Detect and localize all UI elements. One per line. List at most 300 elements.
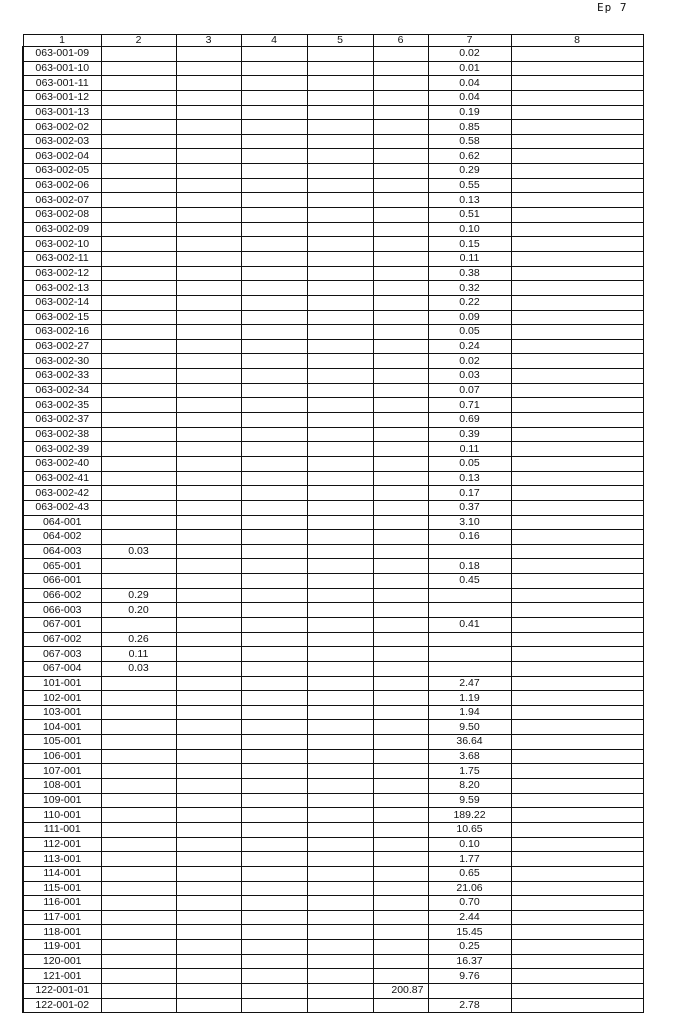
value-cell [241, 969, 307, 984]
value-cell [307, 76, 373, 91]
row-id-cell: 063-002-16 [23, 325, 101, 340]
value-cell [241, 76, 307, 91]
value-cell [373, 661, 428, 676]
value-cell: 15.45 [428, 925, 511, 940]
table-row [23, 354, 643, 369]
value-cell [307, 354, 373, 369]
value-cell: 1.94 [428, 705, 511, 720]
table-row [23, 749, 643, 764]
value-cell [511, 530, 643, 545]
value-cell: 0.39 [428, 427, 511, 442]
column-header: 4 [241, 35, 307, 47]
value-cell [307, 47, 373, 62]
value-cell: 10.65 [428, 822, 511, 837]
table-row [23, 237, 643, 252]
value-cell [176, 486, 241, 501]
value-cell [101, 486, 176, 501]
value-cell: 0.16 [428, 530, 511, 545]
value-cell [307, 500, 373, 515]
value-cell [511, 793, 643, 808]
table-row [23, 969, 643, 984]
value-cell [241, 427, 307, 442]
value-cell [241, 544, 307, 559]
row-id-cell: 063-002-42 [23, 486, 101, 501]
value-cell [101, 105, 176, 120]
row-id-cell: 111-001 [23, 822, 101, 837]
table-row [23, 896, 643, 911]
value-cell [241, 339, 307, 354]
value-cell [176, 837, 241, 852]
table-row [23, 691, 643, 706]
value-cell: 0.22 [428, 295, 511, 310]
value-cell [511, 764, 643, 779]
value-cell [241, 251, 307, 266]
value-cell [373, 749, 428, 764]
value-cell [307, 120, 373, 135]
value-cell [101, 676, 176, 691]
value-cell [176, 237, 241, 252]
value-cell [307, 574, 373, 589]
value-cell [307, 208, 373, 223]
value-cell [307, 735, 373, 750]
value-cell [373, 427, 428, 442]
value-cell [511, 413, 643, 428]
row-id-cell: 102-001 [23, 691, 101, 706]
value-cell [101, 940, 176, 955]
value-cell [101, 47, 176, 62]
value-cell [101, 310, 176, 325]
value-cell [101, 237, 176, 252]
row-id-cell: 063-002-37 [23, 413, 101, 428]
value-cell [428, 661, 511, 676]
row-id-cell: 067-004 [23, 661, 101, 676]
value-cell [101, 808, 176, 823]
value-cell [373, 134, 428, 149]
value-cell [307, 749, 373, 764]
row-id-cell: 063-002-14 [23, 295, 101, 310]
value-cell [241, 310, 307, 325]
table-row [23, 222, 643, 237]
value-cell [241, 530, 307, 545]
value-cell [101, 120, 176, 135]
value-cell [307, 691, 373, 706]
value-cell [241, 910, 307, 925]
value-cell: 0.51 [428, 208, 511, 223]
value-cell [101, 134, 176, 149]
value-cell [176, 339, 241, 354]
value-cell [511, 822, 643, 837]
value-cell [373, 281, 428, 296]
value-cell [241, 705, 307, 720]
value-cell: 0.18 [428, 559, 511, 574]
value-cell [373, 852, 428, 867]
value-cell [511, 90, 643, 105]
value-cell [511, 237, 643, 252]
value-cell [101, 164, 176, 179]
value-cell [101, 735, 176, 750]
row-id-cell: 117-001 [23, 910, 101, 925]
value-cell [373, 471, 428, 486]
value-cell [101, 515, 176, 530]
value-cell [511, 339, 643, 354]
value-cell [176, 676, 241, 691]
value-cell [373, 251, 428, 266]
value-cell [176, 208, 241, 223]
table-row [23, 764, 643, 779]
value-cell [176, 881, 241, 896]
value-cell [241, 295, 307, 310]
value-cell: 0.07 [428, 383, 511, 398]
row-id-cell: 119-001 [23, 940, 101, 955]
value-cell: 0.05 [428, 325, 511, 340]
value-cell [307, 413, 373, 428]
value-cell [101, 193, 176, 208]
value-cell [176, 193, 241, 208]
row-id-cell: 064-002 [23, 530, 101, 545]
value-cell [241, 442, 307, 457]
value-cell [307, 281, 373, 296]
value-cell [307, 852, 373, 867]
value-cell [176, 617, 241, 632]
value-cell [101, 222, 176, 237]
value-cell [511, 120, 643, 135]
value-cell: 0.58 [428, 134, 511, 149]
value-cell [176, 793, 241, 808]
table-row [23, 852, 643, 867]
value-cell [241, 281, 307, 296]
value-cell [176, 588, 241, 603]
value-cell [176, 325, 241, 340]
value-cell: 9.59 [428, 793, 511, 808]
value-cell: 0.62 [428, 149, 511, 164]
table-row [23, 486, 643, 501]
value-cell [511, 837, 643, 852]
row-id-cell: 115-001 [23, 881, 101, 896]
value-cell [511, 779, 643, 794]
value-cell [511, 442, 643, 457]
value-cell [241, 456, 307, 471]
table-row [23, 193, 643, 208]
value-cell [176, 281, 241, 296]
value-cell [101, 178, 176, 193]
value-cell [176, 896, 241, 911]
value-cell: 0.85 [428, 120, 511, 135]
value-cell [176, 310, 241, 325]
row-id-cell: 101-001 [23, 676, 101, 691]
value-cell [101, 442, 176, 457]
value-cell [428, 984, 511, 999]
value-cell [101, 852, 176, 867]
value-cell [373, 193, 428, 208]
value-cell [428, 632, 511, 647]
table-row [23, 208, 643, 223]
value-cell [101, 779, 176, 794]
table-row [23, 339, 643, 354]
value-cell [241, 222, 307, 237]
value-cell [241, 354, 307, 369]
value-cell [373, 222, 428, 237]
value-cell [307, 647, 373, 662]
value-cell [241, 676, 307, 691]
value-cell: 0.11 [101, 647, 176, 662]
row-id-cell: 063-002-06 [23, 178, 101, 193]
value-cell [373, 413, 428, 428]
table-row [23, 617, 643, 632]
value-cell [511, 808, 643, 823]
value-cell [176, 471, 241, 486]
value-cell [428, 603, 511, 618]
table-row [23, 574, 643, 589]
value-cell [101, 383, 176, 398]
table-row [23, 632, 643, 647]
value-cell: 0.38 [428, 266, 511, 281]
value-cell: 8.20 [428, 779, 511, 794]
value-cell [241, 617, 307, 632]
value-cell [373, 178, 428, 193]
value-cell [176, 413, 241, 428]
value-cell [511, 149, 643, 164]
row-id-cell: 121-001 [23, 969, 101, 984]
value-cell [307, 266, 373, 281]
value-cell [241, 661, 307, 676]
page-number: Ep 7 [597, 1, 628, 14]
value-cell [241, 588, 307, 603]
value-cell [101, 984, 176, 999]
value-cell [511, 632, 643, 647]
value-cell [241, 866, 307, 881]
value-cell [241, 47, 307, 62]
value-cell [176, 764, 241, 779]
row-id-cell: 063-002-39 [23, 442, 101, 457]
value-cell [241, 325, 307, 340]
table-row [23, 456, 643, 471]
value-cell [307, 603, 373, 618]
value-cell [176, 266, 241, 281]
table-row [23, 398, 643, 413]
value-cell [101, 866, 176, 881]
row-id-cell: 063-002-07 [23, 193, 101, 208]
value-cell [307, 178, 373, 193]
value-cell [307, 808, 373, 823]
value-cell: 0.29 [428, 164, 511, 179]
value-cell [241, 120, 307, 135]
row-id-cell: 063-002-35 [23, 398, 101, 413]
value-cell [101, 251, 176, 266]
value-cell: 0.13 [428, 471, 511, 486]
value-cell [241, 559, 307, 574]
value-cell [511, 940, 643, 955]
value-cell [373, 676, 428, 691]
value-cell: 0.02 [428, 47, 511, 62]
value-cell [511, 544, 643, 559]
value-cell [241, 61, 307, 76]
table-row [23, 266, 643, 281]
value-cell: 0.32 [428, 281, 511, 296]
value-cell [176, 559, 241, 574]
value-cell [373, 969, 428, 984]
value-cell: 3.68 [428, 749, 511, 764]
value-cell [241, 822, 307, 837]
value-cell [307, 588, 373, 603]
value-cell [241, 735, 307, 750]
value-cell [511, 852, 643, 867]
value-cell: 16.37 [428, 954, 511, 969]
table-row [23, 559, 643, 574]
value-cell [241, 749, 307, 764]
value-cell: 0.37 [428, 500, 511, 515]
value-cell: 2.78 [428, 998, 511, 1013]
table-row [23, 984, 643, 999]
value-cell [307, 369, 373, 384]
row-id-cell: 108-001 [23, 779, 101, 794]
value-cell [101, 749, 176, 764]
value-cell [511, 134, 643, 149]
value-cell [373, 559, 428, 574]
value-cell [373, 588, 428, 603]
table-row [23, 164, 643, 179]
table-row [23, 369, 643, 384]
value-cell [373, 164, 428, 179]
row-id-cell: 063-002-12 [23, 266, 101, 281]
value-cell: 21.06 [428, 881, 511, 896]
value-cell [373, 998, 428, 1013]
value-cell: 200.87 [373, 984, 428, 999]
value-cell: 0.03 [428, 369, 511, 384]
row-id-cell: 063-002-30 [23, 354, 101, 369]
value-cell [511, 984, 643, 999]
row-id-cell: 065-001 [23, 559, 101, 574]
value-cell [373, 881, 428, 896]
row-id-cell: 063-002-38 [23, 427, 101, 442]
value-cell [373, 339, 428, 354]
value-cell [307, 251, 373, 266]
value-cell [101, 398, 176, 413]
value-cell: 0.04 [428, 76, 511, 91]
value-cell [176, 749, 241, 764]
value-cell [307, 222, 373, 237]
value-cell [241, 881, 307, 896]
row-id-cell: 063-001-13 [23, 105, 101, 120]
row-id-cell: 063-002-05 [23, 164, 101, 179]
value-cell: 0.24 [428, 339, 511, 354]
value-cell [373, 632, 428, 647]
value-cell [241, 852, 307, 867]
row-id-cell: 118-001 [23, 925, 101, 940]
value-cell [307, 193, 373, 208]
table-row [23, 500, 643, 515]
row-id-cell: 103-001 [23, 705, 101, 720]
value-cell [511, 325, 643, 340]
value-cell [373, 76, 428, 91]
value-cell [307, 90, 373, 105]
value-cell [307, 61, 373, 76]
value-cell [241, 413, 307, 428]
value-cell [428, 544, 511, 559]
row-id-cell: 063-001-12 [23, 90, 101, 105]
value-cell [373, 954, 428, 969]
value-cell [241, 515, 307, 530]
value-cell [176, 705, 241, 720]
value-cell [511, 896, 643, 911]
value-cell [176, 632, 241, 647]
value-cell [176, 969, 241, 984]
value-cell [307, 910, 373, 925]
value-cell [373, 354, 428, 369]
row-id-cell: 067-002 [23, 632, 101, 647]
value-cell [373, 574, 428, 589]
value-cell: 0.69 [428, 413, 511, 428]
value-cell [176, 647, 241, 662]
row-id-cell: 067-001 [23, 617, 101, 632]
value-cell [307, 837, 373, 852]
value-cell [373, 925, 428, 940]
value-cell [241, 193, 307, 208]
value-cell [101, 793, 176, 808]
value-cell [373, 530, 428, 545]
value-cell [176, 105, 241, 120]
value-cell [307, 954, 373, 969]
value-cell: 0.13 [428, 193, 511, 208]
row-id-cell: 066-002 [23, 588, 101, 603]
value-cell [101, 295, 176, 310]
value-cell: 0.17 [428, 486, 511, 501]
value-cell [307, 940, 373, 955]
value-cell [176, 120, 241, 135]
value-cell [101, 954, 176, 969]
table-row [23, 822, 643, 837]
table-row [23, 910, 643, 925]
value-cell [176, 383, 241, 398]
value-cell [307, 559, 373, 574]
value-cell [307, 822, 373, 837]
value-cell: 1.77 [428, 852, 511, 867]
value-cell [176, 574, 241, 589]
value-cell [241, 134, 307, 149]
table-row [23, 661, 643, 676]
value-cell [428, 588, 511, 603]
value-cell: 1.75 [428, 764, 511, 779]
value-cell [101, 339, 176, 354]
value-cell [307, 764, 373, 779]
row-id-cell: 064-001 [23, 515, 101, 530]
value-cell [511, 164, 643, 179]
table-row [23, 47, 643, 62]
value-cell [101, 998, 176, 1013]
value-cell [307, 676, 373, 691]
value-cell [373, 325, 428, 340]
value-cell [373, 603, 428, 618]
value-cell [511, 866, 643, 881]
value-cell [241, 793, 307, 808]
value-cell: 0.09 [428, 310, 511, 325]
table-row [23, 134, 643, 149]
value-cell [307, 544, 373, 559]
value-cell [307, 925, 373, 940]
table-row [23, 588, 643, 603]
row-id-cell: 112-001 [23, 837, 101, 852]
value-cell [176, 998, 241, 1013]
value-cell [101, 530, 176, 545]
value-cell [241, 383, 307, 398]
value-cell: 0.25 [428, 940, 511, 955]
value-cell: 0.11 [428, 442, 511, 457]
value-cell [511, 281, 643, 296]
table-row [23, 281, 643, 296]
value-cell [373, 120, 428, 135]
value-cell [176, 369, 241, 384]
value-cell [101, 574, 176, 589]
value-cell [241, 940, 307, 955]
